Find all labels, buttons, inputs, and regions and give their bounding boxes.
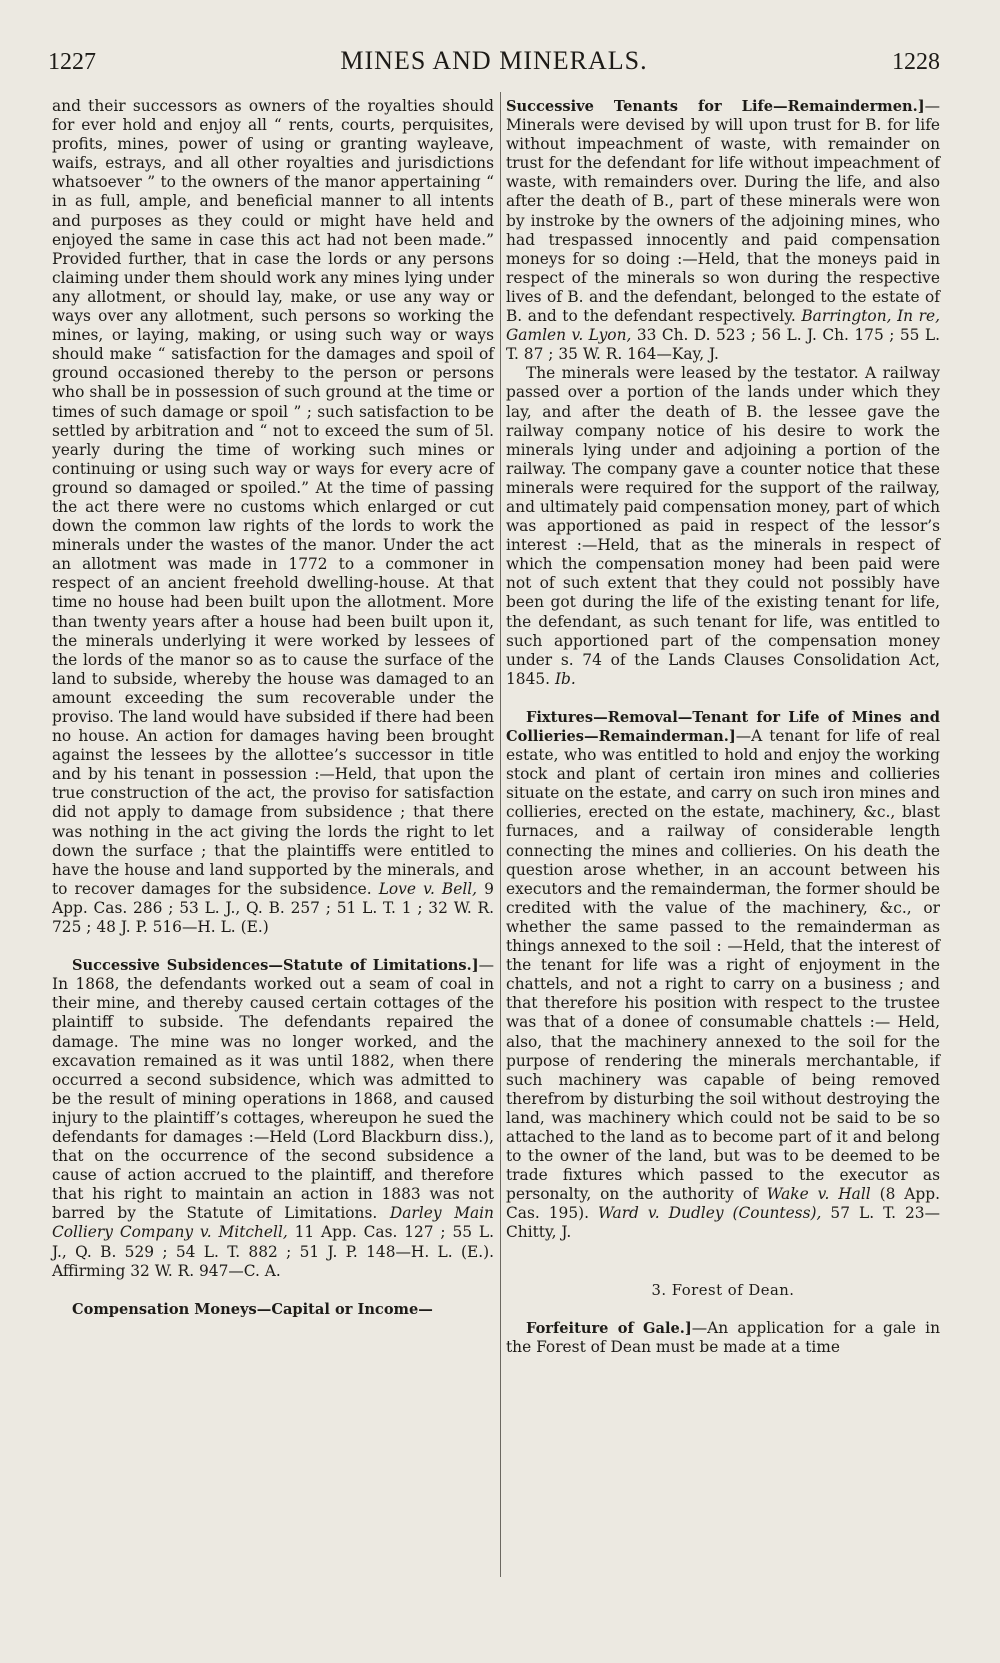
section-title: 3. Forest of Dean. — [651, 1281, 795, 1299]
section-heading: Compensation Moneys—Capital or Income— — [72, 1300, 433, 1318]
citation: 57 L. T. 23—Chitty, J. — [506, 1204, 940, 1242]
citation: 9 App. Cas. 286 ; 53 L. J., Q. B. 257 ; 51 L. T. 1 ; 32 W. R. 725 ; 48 J. P. 516—H. L. (E.) — [52, 879, 494, 937]
spacer — [506, 1300, 940, 1319]
paragraph-text: and their successors as owners of the royalties should for ever hold and enjoy all “ rents, courts, perquisites, profits, mines, power of using or granting wayleave, waifs, estrays, and all other royalties and jurisdictions whatsoever ” to the owners of the manor appertaining “ in as full, ample, and beneficial manner to all intents and purposes as they could or might have held and enjoyed the same in case this act had not been made.” Provided further, that in case the lords or any persons claiming under them should work any mines lying under any allotment, or should lay, make, or use any way or ways over any allotment, such persons so working the mines, or laying, making, or using such way or ways should make “ satisfaction for the damages and spoil of ground occasioned thereby to the person or persons who shall be in possession of such ground at the time or times of such damage or spoil ” ; such satisfaction to be settled by arbitration and “ not to exceed the sum of 5l. yearly during the time of working such mines or continuing or using such way or ways for every acre of ground so damaged or spoiled.” At the time of passing the act there were no customs which enlarged or cut down the common law rights of the lords to work the minerals under the wastes of the manor. Under the act an allotment was made in 1772 to a commoner in respect of an ancient freehold dwelling-house. At that time no house had been built upon the allotment. More than twenty years after a house had been built upon it, the minerals underlying it were worked by lessees of the lords of the manor so as to cause the surface of the land to subside, whereby the house was damaged to an amount exceeding the sum recoverable under the proviso. The land would have subsided if there had been no house. An action for damages having been brought against the lessees by the allottee’s successor in title and by his tenant in possession :—Held, that upon the true construction of the act, the proviso for satisfaction did not apply to damage from subsidence ; that there was nothing in the act giving the lords the right to let down the surface ; that the plaintiffs were entitled to have the house and land supported by the minerals, and to recover damages for the subsidence. — [52, 97, 494, 898]
paragraph-text: —A tenant for life of real estate, who was entitled to hold and enjoy the working stock and plant of certain iron mines and collieries situate on the estate, and carry on such iron mines and collieries, erected on the estate, machinery, &c., blast furnaces, and a railway of considerable length connecting the mines and collieries. On his death the question arose whether, in an account between his executors and the remainderman, the former should be credited with the value of the machinery, &c., or whether the same passed to the remainderman as things annexed to the soil : —Held, that the interest of the tenant for life was a right of enjoyment in the chattels, and not a right to carry on a business ; and that therefore his position with respect to the trustee was that of a donee of consumable chattels :— Held, also, that the machinery annexed to the soil for the purpose of rendering the minerals merchantable, if such machinery was capable of being removed therefrom by disturbing the soil without destroying the land, was machinery which could not be said to be so attached to the land as to become part of it and belong to the owner of the land, but was to be deemed to be trade fixtures which passed to the executor as personalty, on the authority of — [506, 727, 940, 1204]
left-column — [52, 97, 494, 1319]
paragraph-text: The minerals were leased by the testator. A railway passed over a portion of the lands under which they lay, and after the death of B. the lessee gave the railway company notice of his desire to work the minerals lying under and adjoining a portion of the railway. The company gave a counter notice that these minerals were required for the support of the railway, and ultimately paid compensation money, part of which was apportioned as paid in respect of the lessor’s interest :—Held, that as the minerals in respect of which the compensation money had been paid were not of such extent that they could not possibly have been got during the life of the existing tenant for life, the defendant, as such tenant for life, was entitled to such apportioned part of the compensation money under s. 74 of the Lands Clauses Consolidation Act, 1845. — [506, 364, 940, 688]
case-name: Love v. Bell, — [378, 879, 478, 898]
citation: 11 App. Cas. 127 ; 55 L. J., Q. B. 529 ; 54 L. T. 882 ; 51 J. P. 148—H. L. (E.). Affirming 32 W. R. 947—C. A. — [52, 1223, 494, 1280]
paragraph — [52, 97, 494, 937]
right-column — [506, 97, 940, 1357]
case-name: Darley Main Colliery Company v. Mitchell, — [52, 1204, 494, 1242]
section-heading: Fixtures—Removal—Tenant for Life of Mines and Collieries—Remainderman.] — [506, 708, 940, 745]
case-name: Ward v. Dudley (Countess), — [598, 1204, 822, 1223]
section-heading: Forfeiture of Gale.] — [526, 1319, 692, 1337]
paragraph — [52, 956, 494, 1281]
column-divider — [500, 92, 501, 1577]
section-heading: Successive Tenants for Life—Remaindermen.] — [506, 98, 925, 115]
section-heading: Successive Subsidences—Statute of Limitations.] — [72, 957, 479, 975]
case-name: Barrington, In re, Gamlen v. Lyon, — [506, 307, 940, 345]
paragraph-text: —An application for a gale in the Forest of Dean must be made at a time — [506, 1318, 940, 1356]
spacer — [506, 1243, 940, 1281]
left-page-number: 1227 — [48, 49, 96, 75]
running-title: MINES AND MINERALS. — [340, 46, 648, 75]
case-name: Wake v. Hall — [766, 1185, 871, 1204]
paragraph — [506, 1319, 940, 1357]
paragraph-text: —In 1868, the defendants worked out a seam of coal in their mine, and thereby caused certain cottages of the plaintiff to subside. The defendants repaired the damage. The mine was no longer worked, and the excavation remained as it was until 1882, when there occurred a second subsidence, which was admitted to be the result of mining operations in 1868, and caused injury to the plaintiff’s cottages, whereupon he sued the defendants for damages :—Held (Lord Blackburn diss.), that on the occurrence of the second subsidence a cause of action accrued to the plaintiff, and therefore that his right to maintain an action in 1883 was not barred by the Statute of Limitations. — [52, 956, 494, 1223]
paragraph-text: — Minerals were devised by will upon trust for B. for life without impeachment of waste, with remainder on trust for the defendant for life without impeachment of waste, with remainders over. During the life, and also after the death of B., part of these minerals were won by instroke by the owners of the adjoining mines, who had trespassed innocently and paid compensation moneys for so doing :—Held, that the moneys paid in respect of the minerals so won during the respective lives of B. and the defendant, belonged to the estate of B. and to the defendant respectively. — [506, 97, 940, 326]
paragraph — [506, 364, 940, 689]
paragraph — [506, 708, 940, 1243]
spacer — [506, 689, 940, 708]
citation: (8 App. Cas. 195). — [506, 1185, 940, 1223]
right-page-number: 1228 — [892, 49, 940, 75]
citation: 33 Ch. D. 523 ; 56 L. J. Ch. 175 ; 55 L. T. 87 ; 35 W. R. 164—Kay, J. — [506, 326, 940, 364]
spacer — [52, 937, 494, 956]
spacer — [52, 1281, 494, 1300]
case-name: Ib. — [554, 669, 576, 688]
paragraph — [506, 97, 940, 364]
paragraph — [52, 1300, 494, 1319]
running-header — [48, 46, 940, 86]
